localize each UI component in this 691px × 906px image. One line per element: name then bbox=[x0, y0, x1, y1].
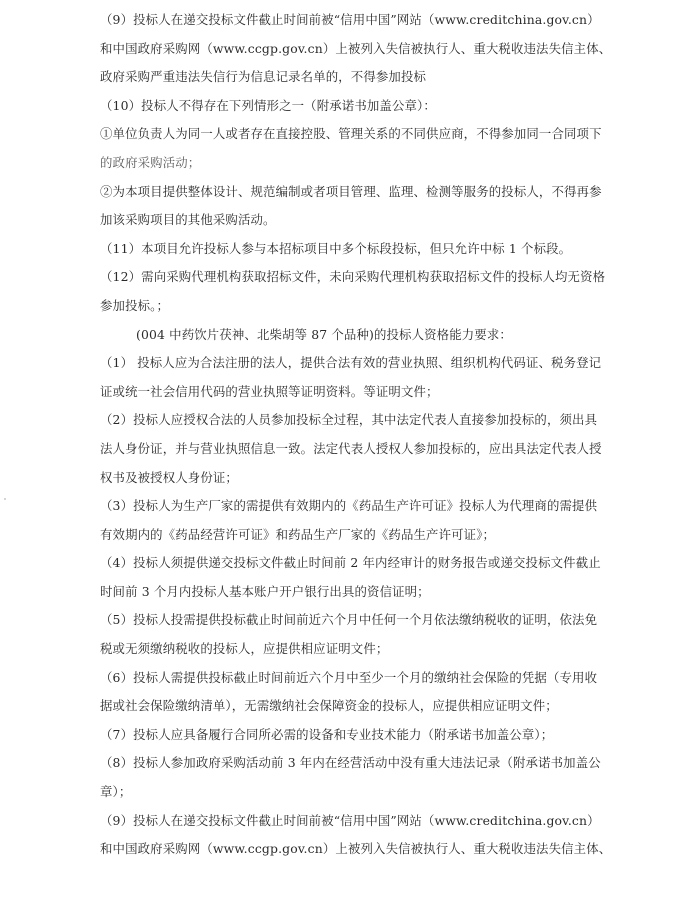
text-line: 政府采购严重违法失信行为信息记录名单的，不得参加投标 bbox=[100, 69, 427, 85]
text-line: （5）投标人投需提供投标截止时间前近六个月中任何一个月依法缴纳税收的证明，依法免 bbox=[100, 612, 598, 628]
text-line: 参加投标。； bbox=[100, 297, 170, 313]
text-line: 有效期内的《药品经营许可证》和药品生产厂家的《药品生产许可证》； bbox=[100, 526, 496, 542]
section-heading: (004 中药饮片茯神、北柴胡等 87 个品种)的投标人资格能力要求： bbox=[136, 326, 512, 342]
text-line: ①单位负责人为同一人或者存在直接控股、管理关系的不同供应商，不得参加同一合同项下 bbox=[100, 126, 602, 142]
text-line: （4）投标人须提供递交投标文件截止时间前 2 年内经审计的财务报告或递交投标文件截止 bbox=[100, 555, 601, 571]
text-line: （12）需向采购代理机构获取招标文件，未向采购代理机构获取招标文件的投标人均无资格 bbox=[100, 269, 606, 285]
text-line: （9）投标人在递交投标文件截止时间前被“信用中国”网站（www.creditchina.gov.cn） bbox=[100, 812, 600, 828]
text-line: 章）； bbox=[100, 784, 132, 800]
scan-artifact bbox=[4, 498, 6, 500]
text-line: 税或无须缴纳税收的投标人，应提供相应证明文件； bbox=[100, 641, 389, 657]
text-line: ②为本项目提供整体设计、规范编制或者项目管理、监理、检测等服务的投标人，不得再参 bbox=[100, 183, 602, 199]
text-line: （9）投标人在递交投标文件截止时间前被“信用中国”网站（www.creditchina.gov.cn） bbox=[100, 12, 600, 27]
text-line: （10）投标人不得存在下列情形之一（附承诺书加盖公章）： bbox=[100, 97, 436, 113]
text-line: 的政府采购活动； bbox=[100, 154, 201, 170]
text-line: 和中国政府采购网（www.ccgp.gov.cn）上被列入失信被执行人、重大税收违法失信主体、 bbox=[100, 841, 612, 857]
text-line: 法人身份证，并与营业执照信息一致。法定代表人授权人参加投标的，应出具法定代表人授 bbox=[100, 440, 602, 456]
text-line: 据或社会保险缴纳清单），无需缴纳社会保障资金的投标人，应提供相应证明文件； bbox=[100, 698, 558, 714]
text-line: （7）投标人应具备履行合同所必需的设备和专业技术能力（附承诺书加盖公章）； bbox=[100, 726, 554, 742]
text-line: （2）投标人应授权合法的人员参加投标全过程，其中法定代表人直接参加投标的，须出具 bbox=[100, 412, 598, 428]
text-line: 时间前 3 个月内投标人基本账户开户银行出具的资信证明； bbox=[100, 583, 430, 599]
text-line: （6）投标人需提供投标截止时间前近六个月中至少一个月的缴纳社会保险的凭据（专用收 bbox=[100, 669, 598, 685]
text-line: 加该采购项目的其他采购活动。 bbox=[100, 212, 276, 228]
text-line: （1） 投标人应为合法注册的法人，提供合法有效的营业执照、组织机构代码证、税务登记 bbox=[100, 355, 602, 371]
text-line: 权书及被授权人身份证； bbox=[100, 469, 238, 485]
text-line: 证或统一社会信用代码的营业执照等证明资料。等证明文件； bbox=[100, 383, 439, 399]
text-line: （3）投标人为生产厂家的需提供有效期内的《药品生产许可证》投标人为代理商的需提供 bbox=[100, 498, 598, 514]
text-line: 和中国政府采购网（www.ccgp.gov.cn）上被列入失信被执行人、重大税收违法失信主体、 bbox=[100, 40, 612, 56]
text-line: （8）投标人参加政府采购活动前 3 年内在经营活动中没有重大违法记录（附承诺书加盖公 bbox=[100, 755, 601, 771]
text-line: （11）本项目允许投标人参与本招标项目中多个标段投标，但只允许中标 1 个标段。 bbox=[100, 240, 572, 256]
